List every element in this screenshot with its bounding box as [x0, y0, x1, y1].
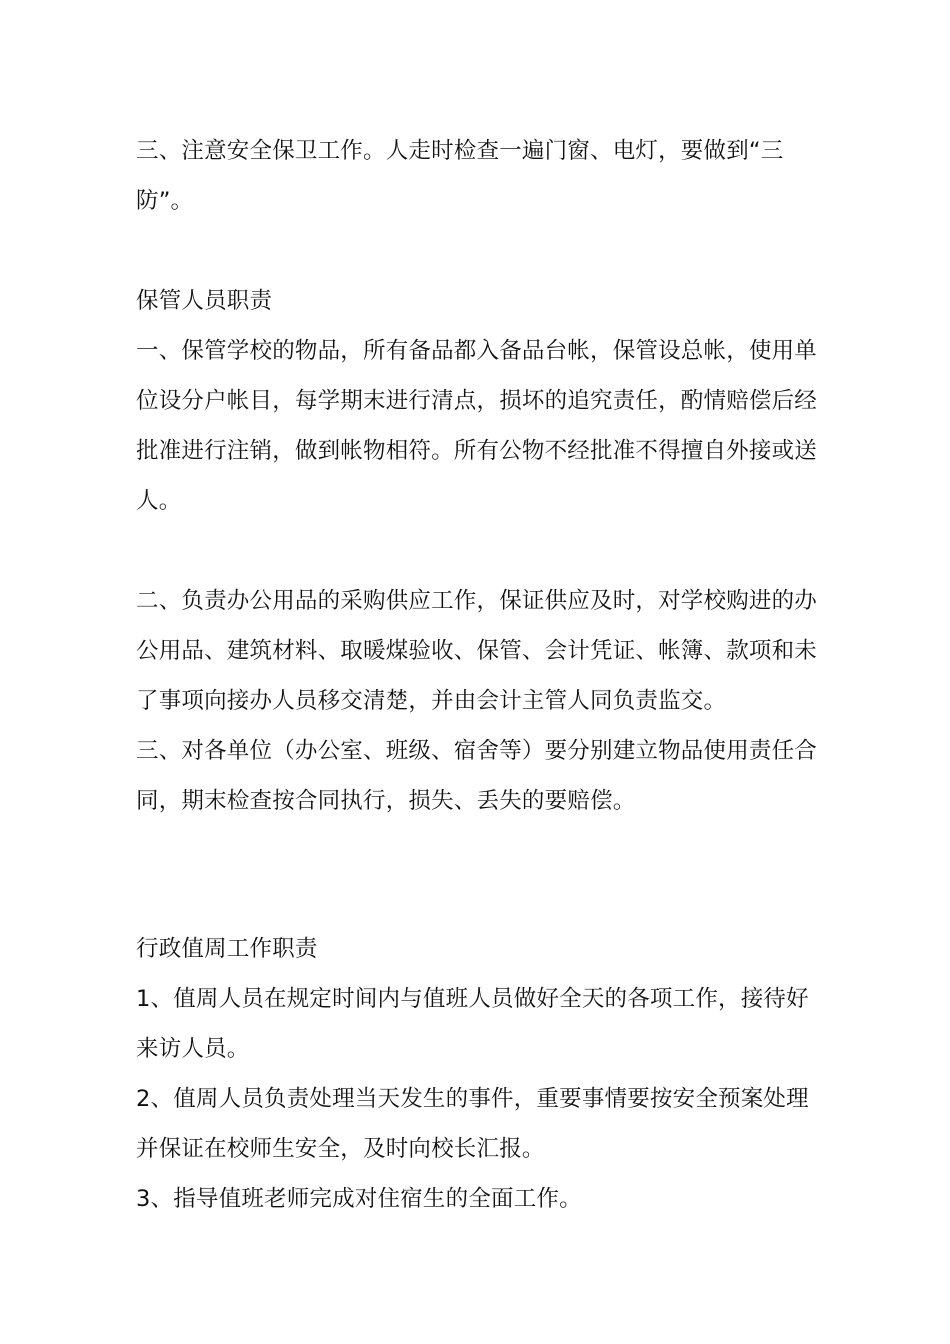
- safety-item-3-line-1: 三、注意安全保卫工作。人走时检查一遍门窗、电灯，要做到“三: [136, 138, 784, 164]
- custodian-item-3-line-1: 三、对各单位（办公室、班级、宿舍等）要分别建立物品使用责任合: [136, 738, 818, 764]
- duty-item-1-line-1: 1、值周人员在规定时间内与值班人员做好全天的各项工作，接待好: [136, 986, 809, 1012]
- custodian-duties-heading: 保管人员职责: [136, 288, 273, 314]
- duty-item-2-line-2: 并保证在校师生安全，及时向校长汇报。: [136, 1136, 545, 1162]
- custodian-item-3-line-2: 同，期末检查按合同执行，损失、丢失的要赔偿。: [136, 788, 636, 814]
- duty-item-3-line-1: 3、指导值班老师完成对住宿生的全面工作。: [136, 1186, 582, 1212]
- duty-item-1-line-2: 来访人员。: [136, 1036, 250, 1062]
- duty-item-2-line-1: 2、值周人员负责处理当天发生的事件，重要事情要按安全预案处理: [136, 1086, 809, 1112]
- custodian-item-1-line-4: 人。: [136, 488, 182, 514]
- safety-item-3-line-2: 防”。: [136, 188, 194, 214]
- custodian-item-1-line-1: 一、保管学校的物品，所有备品都入备品台帐，保管设总帐，使用单: [136, 338, 818, 364]
- custodian-item-1-line-3: 批准进行注销，做到帐物相符。所有公物不经批准不得擅自外接或送: [136, 438, 818, 464]
- custodian-item-2-line-2: 公用品、建筑材料、取暖煤验收、保管、会计凭证、帐簿、款项和未: [136, 638, 818, 664]
- custodian-item-1-line-2: 位设分户帐目，每学期末进行清点，损坏的追究责任，酌情赔偿后经: [136, 388, 818, 414]
- custodian-item-2-line-3: 了事项向接办人员移交清楚，并由会计主管人同负责监交。: [136, 688, 727, 714]
- custodian-item-2-line-1: 二、负责办公用品的采购供应工作，保证供应及时，对学校购进的办: [136, 588, 818, 614]
- duty-week-heading: 行政值周工作职责: [136, 936, 318, 962]
